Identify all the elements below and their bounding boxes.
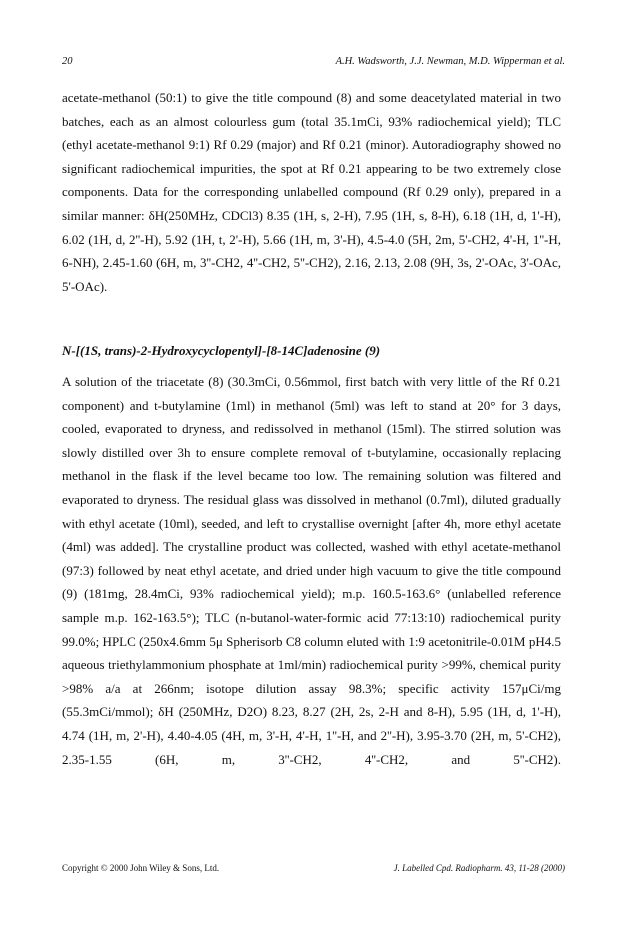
paragraph-1-text: acetate-methanol (50:1) to give the title compound (8) and some deacetylated material in two batches, each as an almost colourless gum (total 35.1mCi, 93% radiochemical yield); TLC (ethyl acetate-methanol 9:1) Rf 0.29 (major) and Rf 0.21 (minor). Autoradiography showed no significant radiochemical impurities, the spot at Rf 0.21 appearing to be two extremely close components. Data for the corresponding unlabelled compound (Rf 0.29 only), prepared in a similar manner: δH(250MHz, CDCl3) 8.35 (1H, s, 2-H), 7.95 (1H, s, 8-H), 6.18 (1H, d, 1'-H), 6.02 (1H, d, 2''-H), 5.92 (1H, t, 2'-H), 5.66 (1H, m, 3'-H), 4.5-4.0 (5H, 2m, 5'-CH2, 4'-H, 1''-H, 6-NH), 2.45-1.60 (6H, m, 3''-CH2, 4''-CH2, 5''-CH2), 2.16, 2.13, 2.08 (9H, 3s, 2'-OAc, 3'-OAc, 5'-OAc). [62,90,561,294]
footer-journal-citation: J. Labelled Cpd. Radiopharm. 43, 11-28 (2000) [393,863,565,873]
paragraph-procedure [62,370,561,795]
page-number: 20 [62,56,73,67]
page-footer [62,863,565,875]
section-heading: N-[(1S, trans)-2-Hydroxycyclopentyl]-[8-14C]adenosine (9) [62,343,381,358]
running-header [62,56,565,70]
footer-copyright: Copyright © 2000 John Wiley & Sons, Ltd. [62,863,220,873]
paragraph-2-text: A solution of the triacetate (8) (30.3mCi, 0.56mmol, first batch with very little of the Rf 0.21 component) and t-butylamine (1ml) in methanol (5ml) was left to stand at 20° for 3 days, cooled, evaporated to dryness, and redissolved in methanol (15ml). The stirred solution was slowly distilled over 3h to ensure complete removal of t-butylamine, occasionally replacing methanol in the flask if the level became too low. The remaining solution was filtered and evaporated to dryness. The residual glass was dissolved in methanol (0.7ml), diluted gradually with ethyl acetate (10ml), seeded, and left to crystallise overnight [after 4h, more ethyl acetate (4ml) was added]. The crystalline product was collected, washed with ethyl acetate-methanol (97:3) followed by neat ethyl acetate, and dried under high vacuum to give the title compound (9) (181mg, 28.4mCi, 93% radiochemical yield); m.p. 160.5-163.6° (unlabelled reference sample m.p. 162-163.5°); TLC (n-butanol-water-formic acid 77:13:10) radiochemical purity 99.0%; HPLC (250x4.6mm 5μ Spherisorb C8 column eluted with 1:9 acetonitrile-0.01M pH4.5 aqueous triethylammonium phosphate at 1ml/min) radiochemical purity >99%, chemical purity >98% a/a at 266nm; isotope dilution assay 98.3%; specific activity 157μCi/mg (55.3mCi/mmol); δH (250MHz, D2O) 8.23, 8.27 (2H, 2s, 2-H and 8-H), 5.95 (1H, d, 1'-H), 4.74 (1H, m, 2'-H), 4.40-4.05 (4H, m, 3'-H, 4'-H, 1''-H, and 2''-H), 3.95-3.70 (2H, m, 5'-CH2), 2.35-1.55 (6H, m, 3''-CH2, 4''-CH2, and 5''-CH2). [62,374,561,767]
paragraph-experimental-continuation [62,86,561,322]
header-authors: A.H. Wadsworth, J.J. Newman, M.D. Wipperman et al. [335,56,565,67]
